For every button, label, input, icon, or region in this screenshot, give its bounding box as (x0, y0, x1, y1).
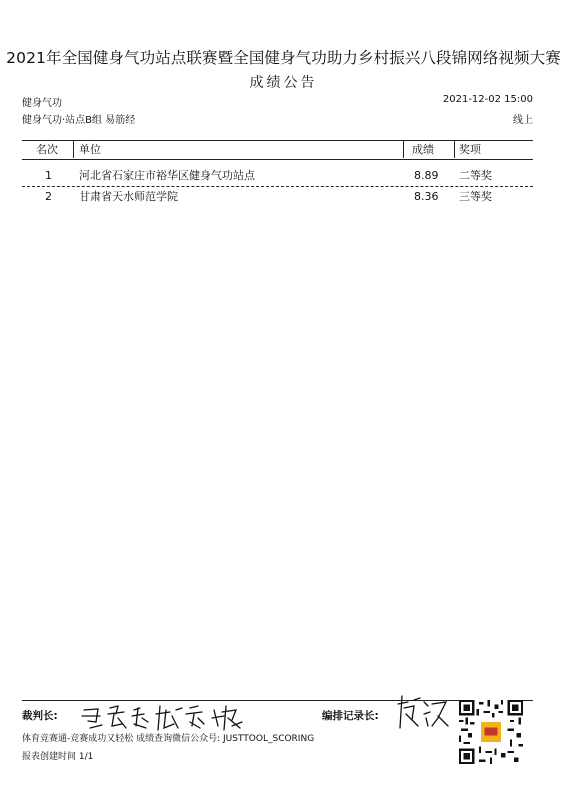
report-created: 报表创建时间 1/1 (22, 752, 94, 762)
platform-info: 体育竞赛通-竞赛成功又轻松 成绩查询微信公众号: JUSTTOOL_SCORING (22, 734, 315, 744)
date-time: 2021-12-02 15:00 (442, 94, 533, 105)
column-header-rank: 名次 (36, 143, 58, 156)
score-cell: 8.89 (414, 169, 439, 182)
medal-cutoff-dashed-rule (22, 186, 533, 187)
report-subtitle: 成绩公告 (249, 75, 318, 91)
group-name: 健身气功·站点B组 易筋经 (22, 115, 136, 126)
score-cell: 8.36 (414, 190, 439, 203)
event-name: 健身气功 (22, 98, 62, 109)
referee-label: 裁判长: (22, 710, 58, 722)
rank-cell: 1 (45, 169, 52, 182)
column-separator (73, 141, 74, 158)
recorder-label: 编排记录长: (322, 710, 379, 722)
header-bottom-rule (22, 159, 533, 160)
column-separator (454, 141, 455, 158)
unit-cell: 河北省石家庄市裕华区健身气功站点 (79, 169, 255, 182)
column-header-unit: 单位 (79, 143, 101, 156)
award-cell: 二等奖 (459, 169, 492, 182)
report-title: 2021年全国健身气功站点联赛暨全国健身气功助力乡村振兴八段锦网络视频大赛 (6, 49, 561, 67)
table-row (22, 188, 533, 206)
column-header-score: 成绩 (412, 143, 434, 156)
column-header-award: 奖项 (459, 143, 481, 156)
referee-signature (78, 700, 268, 734)
unit-cell: 甘肃省天水师范学院 (79, 190, 178, 203)
table-row (22, 167, 533, 185)
award-cell: 三等奖 (459, 190, 492, 203)
venue: 线上 (513, 115, 533, 126)
qr-code (459, 700, 523, 764)
rank-cell: 2 (45, 190, 52, 203)
column-separator (403, 141, 404, 158)
recorder-signature (394, 692, 454, 732)
